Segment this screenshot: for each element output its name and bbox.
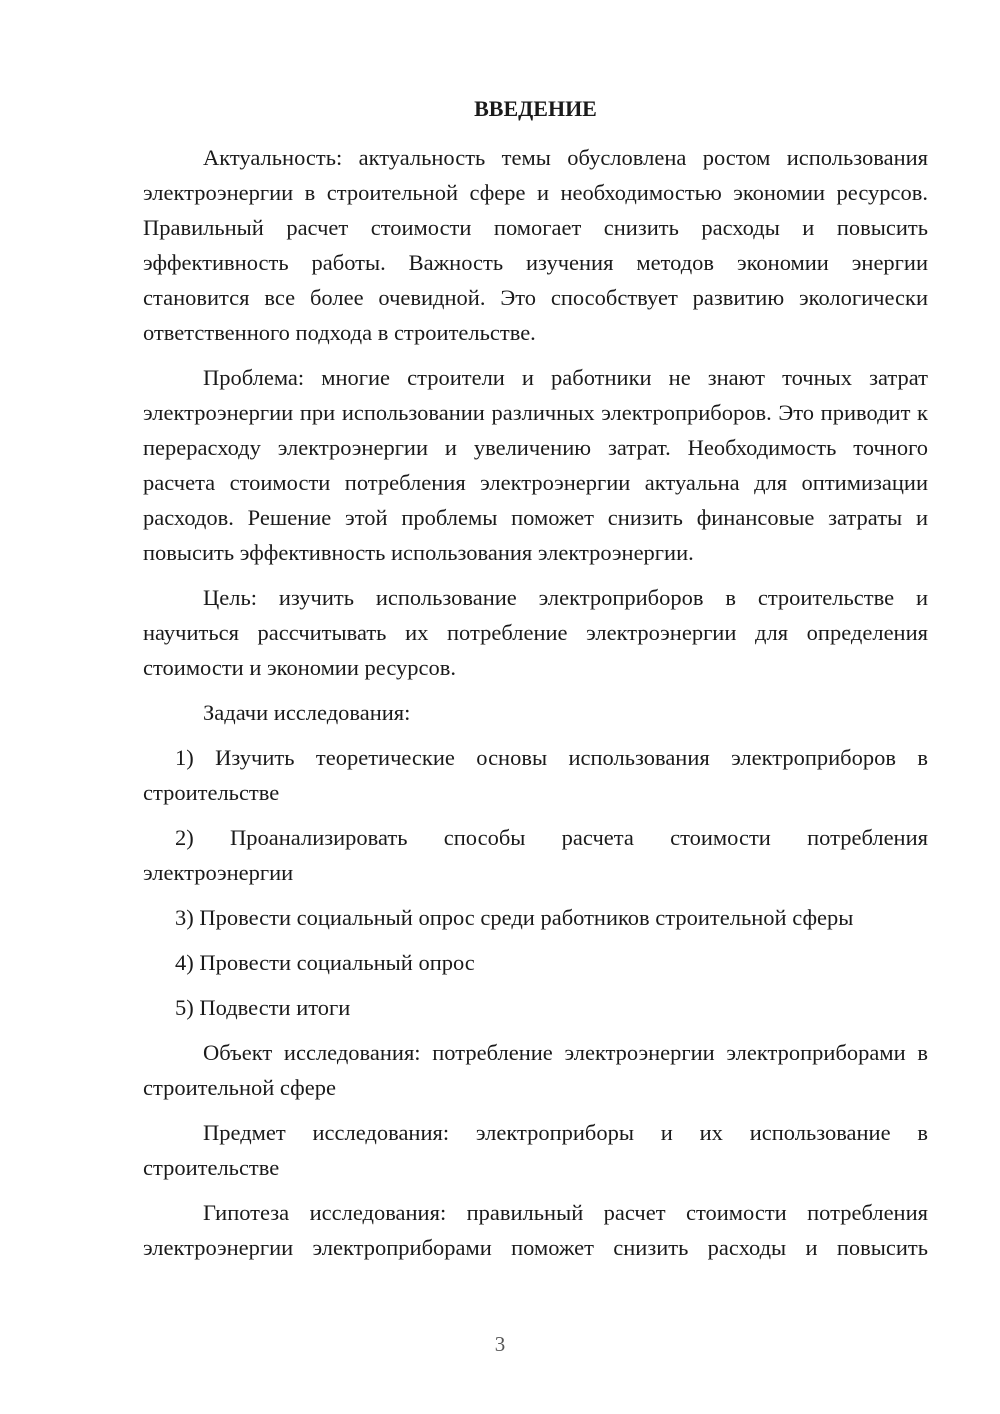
paragraph-problem: Проблема: многие строители и работники не знают точных затрат электроэнергии при использовании различных электроприборов. Это приводит к перерасходу электроэнергии и увеличению затрат. Необходимость точного расчета стоимости потребления электроэнергии актуальна для оптимизации расходов. Решение этой проблемы поможет снизить финансовые затраты и повысить эффективность использования электроэнергии. xyxy=(143,365,928,565)
list-item-task-3: 3) Провести социальный опрос среди работников строительной сферы xyxy=(175,905,854,930)
paragraph-tasks-heading: Задачи исследования: xyxy=(203,700,411,725)
list-item-task-2: 2) Проанализировать способы расчета стоимости потребления электроэнергии xyxy=(143,825,928,885)
page-title: ВВЕДЕНИЕ xyxy=(474,96,597,121)
page-number: 3 xyxy=(494,1332,506,1356)
list-item-task-4: 4) Провести социальный опрос xyxy=(175,950,475,975)
paragraph-relevance: Актуальность: актуальность темы обусловлена ростом использования электроэнергии в строительной сфере и необходимостью экономии ресурсов. Правильный расчет стоимости помогает снизить расходы и повысить эффективность работы. Важность изучения методов экономии энергии становится все более очевидной. Это способствует развитию экологически ответственного подхода в строительстве. xyxy=(143,145,928,345)
list-item-task-1: 1) Изучить теоретические основы использования электроприборов в строительстве xyxy=(143,745,928,805)
paragraph-hypothesis: Гипотеза исследования: правильный расчет стоимости потребления электроэнергии электроприборами поможет снизить расходы и повысить xyxy=(143,1200,928,1260)
paragraph-goal: Цель: изучить использование электроприборов в строительстве и научиться рассчитывать их потребление электроэнергии для определения стоимости и экономии ресурсов. xyxy=(143,585,928,680)
paragraph-object: Объект исследования: потребление электроэнергии электроприборами в строительной сфере xyxy=(143,1040,928,1100)
document-page xyxy=(143,88,928,1265)
list-item-task-5: 5) Подвести итоги xyxy=(175,995,351,1020)
paragraph-subject: Предмет исследования: электроприборы и их использование в строительстве xyxy=(143,1120,928,1180)
